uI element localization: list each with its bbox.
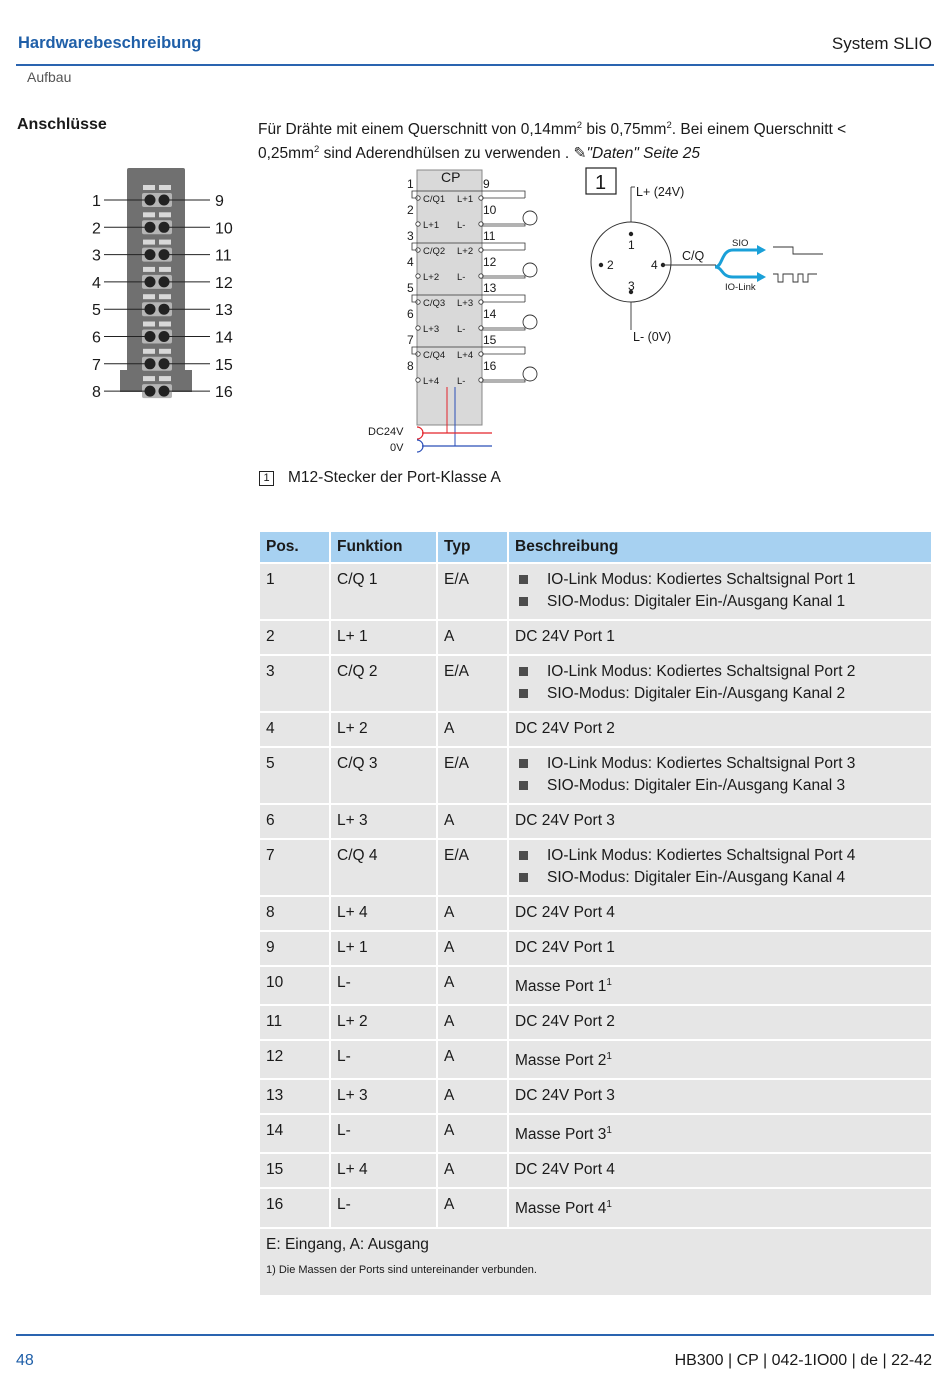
header-funktion: Funktion bbox=[331, 532, 436, 562]
pin-dot bbox=[599, 263, 603, 267]
terminal-point bbox=[416, 378, 420, 382]
terminal-point bbox=[416, 222, 420, 226]
section-title: Anschlüsse bbox=[17, 116, 107, 133]
header-product: System SLIO bbox=[831, 34, 932, 53]
wiring-pin-right: 12 bbox=[483, 255, 497, 269]
pin-number: 2 bbox=[607, 258, 614, 272]
pin-label-left: 5 bbox=[92, 302, 101, 320]
wiring-pin-left: 3 bbox=[407, 229, 414, 243]
pin-label-left: 3 bbox=[92, 247, 101, 265]
cell-typ: E/A bbox=[438, 748, 507, 803]
header-beschreibung: Beschreibung bbox=[509, 532, 931, 562]
release-slot bbox=[159, 240, 171, 245]
cell-typ: A bbox=[438, 897, 507, 930]
cell-funktion: L+ 1 bbox=[331, 932, 436, 965]
cell-beschreibung: Masse Port $1^1$ bbox=[509, 967, 931, 1004]
footnote-marker: 1 bbox=[606, 1125, 612, 1137]
release-slot bbox=[159, 376, 171, 381]
bullet-item: IO-Link Modus: Kodiertes Schaltsignal Port 3 bbox=[515, 753, 925, 775]
cell-beschreibung: DC 24V Port 3 bbox=[509, 805, 931, 838]
cell-beschreibung: DC 24V Port 2 bbox=[509, 1006, 931, 1039]
iolink-waveform bbox=[773, 274, 817, 282]
header-pos: Pos. bbox=[260, 532, 329, 562]
sensor-symbol-icon bbox=[523, 367, 537, 381]
release-slot bbox=[143, 185, 155, 190]
label-l-minus: L- (0V) bbox=[633, 330, 672, 344]
cell-pos: 10 bbox=[260, 967, 329, 1004]
wire-hole bbox=[145, 386, 156, 397]
table-row bbox=[260, 621, 931, 654]
release-slot bbox=[143, 376, 155, 381]
pin-label-right: 9 bbox=[215, 193, 224, 210]
cell-beschreibung: Masse Port $3^1$ bbox=[509, 1115, 931, 1152]
wiring-pin-right: 9 bbox=[483, 177, 490, 191]
terminal-signal-left: L+1 bbox=[423, 220, 440, 231]
wiring-pin-right: 14 bbox=[483, 307, 497, 321]
iolink-arrow bbox=[715, 267, 759, 277]
cell-pos: 9 bbox=[260, 932, 329, 965]
terminal-signal-left: C/Q1 bbox=[423, 194, 446, 205]
footnote-marker: 1 bbox=[606, 977, 612, 988]
cell-typ: A bbox=[438, 713, 507, 746]
table-row bbox=[260, 1154, 931, 1187]
supply-label-24v: DC24V bbox=[368, 426, 404, 438]
table-row bbox=[260, 564, 931, 619]
wire-hole bbox=[145, 276, 156, 287]
bullet-item: IO-Link Modus: Kodiertes Schaltsignal Port 1 bbox=[515, 569, 925, 591]
terminal-signal-right: L- bbox=[457, 376, 466, 387]
table-header-row bbox=[260, 532, 931, 562]
cell-pos: 12 bbox=[260, 1041, 329, 1078]
connector-figure bbox=[80, 160, 250, 410]
cell-beschreibung: Masse Port $2^1$ bbox=[509, 1041, 931, 1078]
wiring-pin-left: 6 bbox=[407, 307, 414, 321]
wiring-pin-left: 7 bbox=[407, 333, 414, 347]
cell-beschreibung bbox=[509, 564, 931, 619]
table-row bbox=[260, 1041, 931, 1078]
wiring-pin-right: 10 bbox=[483, 203, 497, 217]
cell-typ: E/A bbox=[438, 840, 507, 895]
cell-funktion: L- bbox=[331, 1115, 436, 1152]
wiring-pin-right: 11 bbox=[483, 229, 496, 243]
terminal-signal-right: L- bbox=[457, 220, 466, 231]
cell-pos: 6 bbox=[260, 805, 329, 838]
cell-funktion: C/Q 2 bbox=[331, 656, 436, 711]
table-row bbox=[260, 932, 931, 965]
pin-number: 1 bbox=[628, 238, 635, 252]
release-slot bbox=[143, 322, 155, 327]
wire-hole bbox=[145, 249, 156, 260]
terminal-signal-right: L+2 bbox=[457, 246, 474, 257]
table-footer-row bbox=[260, 1229, 931, 1295]
release-slot bbox=[159, 294, 171, 299]
module-label: CP bbox=[441, 169, 461, 185]
cell-funktion: L+ 3 bbox=[331, 805, 436, 838]
terminal-signal-left: L+4 bbox=[423, 376, 440, 387]
cell-beschreibung: DC 24V Port 4 bbox=[509, 897, 931, 930]
bullet-square-icon bbox=[519, 781, 528, 790]
bullet-square-icon bbox=[519, 873, 528, 882]
terminal-signal-left: L+3 bbox=[423, 324, 440, 335]
pin-number: 4 bbox=[651, 258, 658, 272]
figure-legend bbox=[259, 469, 501, 487]
cell-beschreibung bbox=[509, 748, 931, 803]
bullet-square-icon bbox=[519, 689, 528, 698]
terminal-signal-left: C/Q2 bbox=[423, 246, 446, 257]
release-slot bbox=[159, 322, 171, 327]
bullet-square-icon bbox=[519, 667, 528, 676]
cell-pos: 8 bbox=[260, 897, 329, 930]
cell-pos: 14 bbox=[260, 1115, 329, 1152]
bullet-square-icon bbox=[519, 851, 528, 860]
label-iolink: IO-Link bbox=[725, 282, 756, 293]
cell-beschreibung: DC 24V Port 1 bbox=[509, 621, 931, 654]
reference-arrow-icon: ✎ bbox=[573, 145, 587, 163]
cell-funktion: C/Q 4 bbox=[331, 840, 436, 895]
cell-beschreibung: DC 24V Port 4 bbox=[509, 1154, 931, 1187]
cell-typ: A bbox=[438, 932, 507, 965]
sio-waveform bbox=[773, 247, 823, 254]
header-typ: Typ bbox=[438, 532, 507, 562]
cell-typ: A bbox=[438, 967, 507, 1004]
release-slot bbox=[143, 212, 155, 217]
cell-typ: A bbox=[438, 1154, 507, 1187]
header-divider bbox=[16, 64, 934, 66]
wire-hole bbox=[159, 222, 170, 233]
header-title: Hardwarebeschreibung bbox=[18, 34, 202, 52]
footer-divider bbox=[16, 1334, 934, 1336]
intro-paragraph: Für Drähte mit einem Querschnitt von $0,14mm^2$ bis $0,75mm^2$. Bei einem Querschnitt < $0,25mm^2$ sind Aderendhülsen zu verwenden . ✎"Daten" Seite 25 bbox=[258, 120, 847, 163]
cell-funktion: L- bbox=[331, 1189, 436, 1226]
cell-pos: 13 bbox=[260, 1080, 329, 1113]
legend-text: M12-Stecker der Port-Klasse A bbox=[288, 469, 501, 486]
pin-label-left: 2 bbox=[92, 220, 101, 238]
wire-hole bbox=[145, 195, 156, 206]
cell-funktion: L+ 2 bbox=[331, 713, 436, 746]
cell-typ: A bbox=[438, 621, 507, 654]
pin-label-right: 11 bbox=[215, 247, 232, 265]
cell-beschreibung bbox=[509, 840, 931, 895]
terminal-point bbox=[416, 274, 420, 278]
cell-pos: 5 bbox=[260, 748, 329, 803]
footnote-marker: 1 bbox=[606, 1051, 612, 1063]
cell-beschreibung: Masse Port $4^1$ bbox=[509, 1189, 931, 1226]
label-l-plus: L+ (24V) bbox=[636, 185, 685, 199]
cell-funktion: L+ 2 bbox=[331, 1006, 436, 1039]
label-sio: SIO bbox=[732, 238, 749, 249]
cell-funktion: L- bbox=[331, 1041, 436, 1078]
page-reference-link[interactable]: "Daten" Seite 25 bbox=[586, 145, 701, 163]
type-legend: E: Eingang, A: Ausgang bbox=[266, 1235, 429, 1253]
terminal-signal-left: C/Q4 bbox=[423, 350, 446, 361]
wire-hole bbox=[159, 358, 170, 369]
cell-funktion: C/Q 3 bbox=[331, 748, 436, 803]
terminal-signal-left: C/Q3 bbox=[423, 298, 446, 309]
pin-label-left: 4 bbox=[92, 274, 101, 292]
footnote: 1) Die Massen der Ports sind untereinander verbunden. bbox=[266, 1263, 537, 1276]
wire-hole bbox=[159, 276, 170, 287]
cell-funktion: C/Q 1 bbox=[331, 564, 436, 619]
figure-number: 1 bbox=[595, 172, 607, 194]
cell-pos: 4 bbox=[260, 713, 329, 746]
pin-assignment-table bbox=[258, 530, 933, 1297]
cell-pos: 16 bbox=[260, 1189, 329, 1226]
terminal-signal-right: L+1 bbox=[457, 194, 474, 205]
sio-arrow bbox=[715, 250, 759, 267]
cell-typ: A bbox=[438, 1189, 507, 1226]
table-row bbox=[260, 1006, 931, 1039]
pin-label-right: 16 bbox=[215, 384, 233, 402]
cell-pos: 11 bbox=[260, 1006, 329, 1039]
pin-number: 3 bbox=[628, 279, 635, 293]
page-number: 48 bbox=[16, 1352, 34, 1369]
wiring-pin-left: 8 bbox=[407, 359, 414, 373]
terminal-signal-left: L+2 bbox=[423, 272, 440, 283]
table-row bbox=[260, 967, 931, 1004]
cell-typ: A bbox=[438, 1080, 507, 1113]
terminal-signal-right: L- bbox=[457, 272, 466, 283]
terminal-signal-right: L+4 bbox=[457, 350, 474, 361]
arrow-head-icon bbox=[757, 245, 766, 255]
legend-number-box: 1 bbox=[259, 471, 274, 486]
cell-pos: 15 bbox=[260, 1154, 329, 1187]
terminal-signal-right: L+3 bbox=[457, 298, 474, 309]
bullet-square-icon bbox=[519, 759, 528, 768]
wiring-pin-left: 2 bbox=[407, 203, 414, 217]
cell-typ: A bbox=[438, 1006, 507, 1039]
wire-hole bbox=[159, 249, 170, 260]
pin-label-right: 13 bbox=[215, 302, 233, 320]
cell-pos: 7 bbox=[260, 840, 329, 895]
cell-typ: A bbox=[438, 1041, 507, 1078]
cell-pos: 3 bbox=[260, 656, 329, 711]
header-subtitle: Aufbau bbox=[27, 69, 72, 85]
release-slot bbox=[143, 294, 155, 299]
wire-hole bbox=[145, 304, 156, 315]
table-row bbox=[260, 897, 931, 930]
cell-beschreibung: DC 24V Port 3 bbox=[509, 1080, 931, 1113]
sensor-symbol-icon bbox=[523, 315, 537, 329]
wiring-pin-right: 13 bbox=[483, 281, 497, 295]
release-slot bbox=[143, 267, 155, 272]
table-row bbox=[260, 1189, 931, 1226]
release-slot bbox=[143, 240, 155, 245]
m12-connector-diagram bbox=[583, 165, 843, 355]
wire-hole bbox=[159, 195, 170, 206]
terminal-signal-right: L- bbox=[457, 324, 466, 335]
wire-hole bbox=[145, 331, 156, 342]
sensor-symbol-icon bbox=[523, 263, 537, 277]
bullet-square-icon bbox=[519, 575, 528, 584]
pin-label-left: 8 bbox=[92, 384, 101, 402]
cell-typ: E/A bbox=[438, 564, 507, 619]
bullet-item: SIO-Modus: Digitaler Ein-/Ausgang Kanal 4 bbox=[515, 867, 925, 889]
release-slot bbox=[143, 349, 155, 354]
pin-dot bbox=[629, 232, 633, 236]
wire-hole bbox=[145, 358, 156, 369]
release-slot bbox=[159, 185, 171, 190]
cell-funktion: L+ 4 bbox=[331, 897, 436, 930]
bullet-item: IO-Link Modus: Kodiertes Schaltsignal Port 2 bbox=[515, 661, 925, 683]
bullet-item: SIO-Modus: Digitaler Ein-/Ausgang Kanal 2 bbox=[515, 683, 925, 705]
pin-label-right: 14 bbox=[215, 329, 233, 347]
release-slot bbox=[159, 349, 171, 354]
table-row bbox=[260, 1115, 931, 1152]
bullet-square-icon bbox=[519, 597, 528, 606]
bullet-item: SIO-Modus: Digitaler Ein-/Ausgang Kanal 1 bbox=[515, 591, 925, 613]
cell-pos: 2 bbox=[260, 621, 329, 654]
supply-label-0v: 0V bbox=[390, 442, 404, 454]
table-row bbox=[260, 805, 931, 838]
wire-hole bbox=[159, 304, 170, 315]
wire-hole bbox=[159, 331, 170, 342]
cell-funktion: L- bbox=[331, 967, 436, 1004]
label-cq: C/Q bbox=[682, 249, 705, 263]
wiring-pin-left: 4 bbox=[407, 255, 414, 269]
wiring-pin-right: 16 bbox=[483, 359, 497, 373]
wire-hole bbox=[145, 222, 156, 233]
release-slot bbox=[159, 267, 171, 272]
pin-label-right: 15 bbox=[215, 356, 233, 374]
release-slot bbox=[159, 212, 171, 217]
table-row bbox=[260, 656, 931, 711]
cell-typ: A bbox=[438, 1115, 507, 1152]
table-row bbox=[260, 840, 931, 895]
bullet-item: SIO-Modus: Digitaler Ein-/Ausgang Kanal 3 bbox=[515, 775, 925, 797]
cell-beschreibung bbox=[509, 656, 931, 711]
table-row bbox=[260, 748, 931, 803]
wire-hole bbox=[159, 386, 170, 397]
pin-label-left: 6 bbox=[92, 329, 101, 347]
wiring-pin-left: 5 bbox=[407, 281, 414, 295]
document-id: HB300 | CP | 042-1IO00 | de | 22-42 bbox=[674, 1352, 932, 1369]
cell-beschreibung: DC 24V Port 1 bbox=[509, 932, 931, 965]
cell-typ: E/A bbox=[438, 656, 507, 711]
cell-funktion: L+ 1 bbox=[331, 621, 436, 654]
footnote-marker: 1 bbox=[606, 1199, 612, 1211]
wiring-diagram bbox=[360, 165, 560, 460]
cell-funktion: L+ 3 bbox=[331, 1080, 436, 1113]
cell-pos: 1 bbox=[260, 564, 329, 619]
terminal-point bbox=[416, 326, 420, 330]
table-row bbox=[260, 713, 931, 746]
wiring-pin-left: 1 bbox=[407, 177, 414, 191]
arrow-head-icon bbox=[757, 272, 766, 282]
cell-beschreibung: DC 24V Port 2 bbox=[509, 713, 931, 746]
pin-label-right: 12 bbox=[215, 274, 233, 292]
bullet-item: IO-Link Modus: Kodiertes Schaltsignal Port 4 bbox=[515, 845, 925, 867]
table-row bbox=[260, 1080, 931, 1113]
pin-label-left: 7 bbox=[92, 356, 101, 374]
pin-label-left: 1 bbox=[92, 193, 101, 210]
wiring-pin-right: 15 bbox=[483, 333, 497, 347]
cell-funktion: L+ 4 bbox=[331, 1154, 436, 1187]
cell-typ: A bbox=[438, 805, 507, 838]
sensor-symbol-icon bbox=[523, 211, 537, 225]
pin-label-right: 10 bbox=[215, 220, 233, 238]
